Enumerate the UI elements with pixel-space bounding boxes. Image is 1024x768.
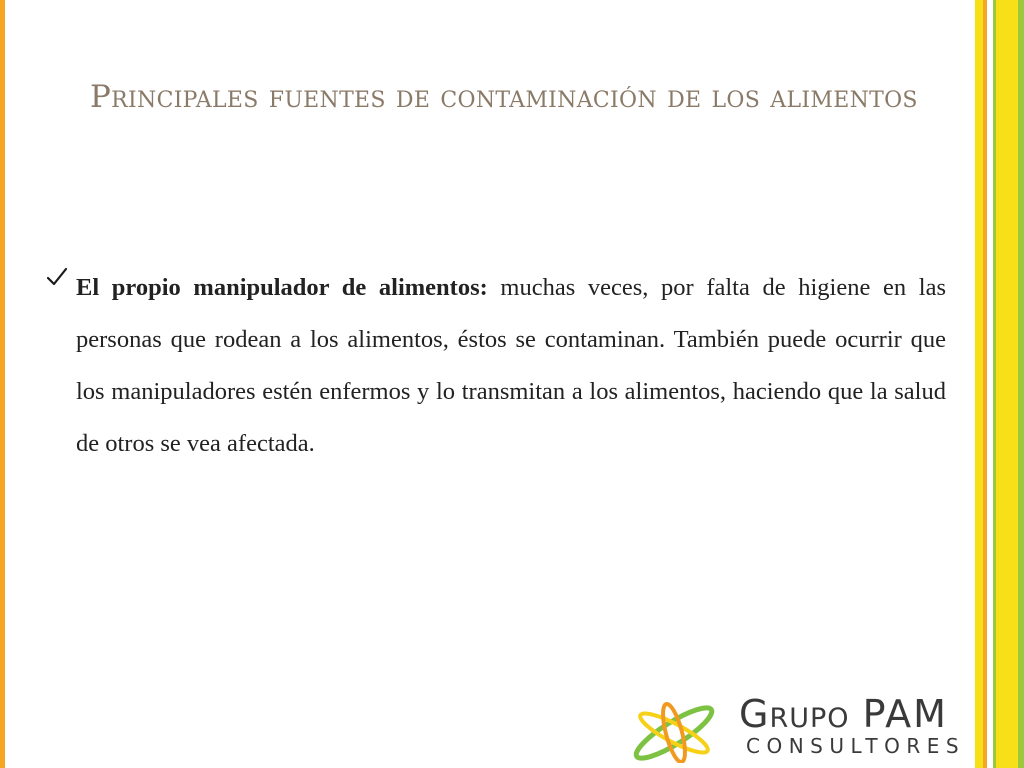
- bullet-item: [46, 262, 946, 470]
- logo-pam-text: PAM: [862, 692, 948, 736]
- right-decorative-band: [975, 0, 1024, 768]
- bullet-body: muchas veces, por falta de higiene en las personas que rodean a los alimentos, éstos se contaminan. También puede ocurrir que los manipuladores estén enfermos y lo transmitan a los alimentos, haciendo que la salud de otros se vea afectada.: [76, 274, 946, 457]
- slide-title: Principales fuentes de contaminación de los alimentos: [90, 79, 918, 115]
- stripe-green-2: [1018, 0, 1024, 768]
- bullet-text: [76, 262, 946, 470]
- stripe-yellow-2: [996, 0, 1018, 768]
- logo-mark-icon: [626, 699, 724, 763]
- logo-grupo-text: Grupo: [739, 692, 850, 736]
- check-icon: [46, 266, 68, 288]
- logo-subtitle: CONSULTORES: [746, 734, 966, 758]
- company-logo: [626, 692, 976, 765]
- bullet-lead: El propio manipulador de alimentos:: [76, 274, 488, 301]
- logo-title: [739, 691, 948, 737]
- left-border: [0, 0, 5, 768]
- stripe-yellow-1: [975, 0, 983, 768]
